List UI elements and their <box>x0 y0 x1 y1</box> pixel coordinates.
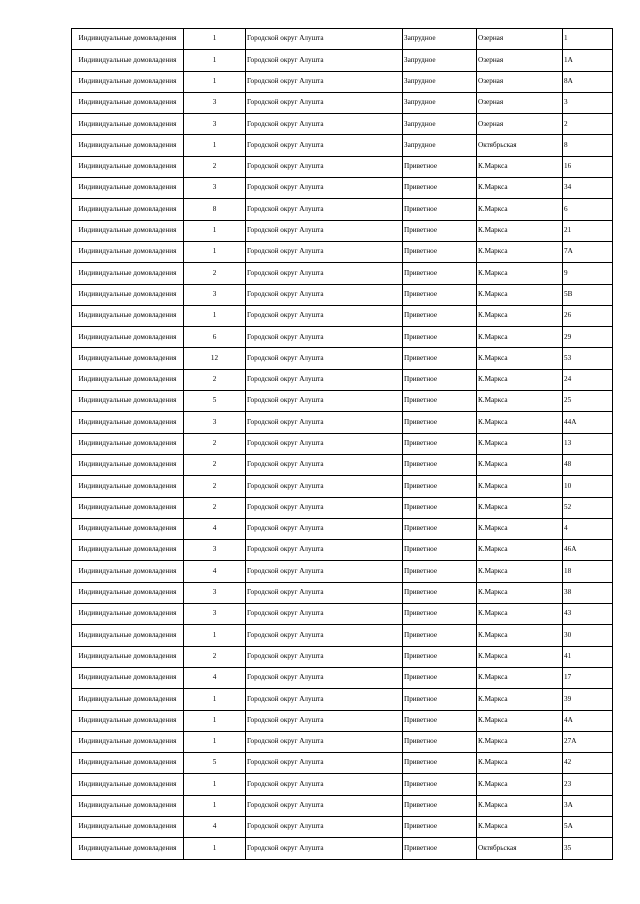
cell-municipality: Городской округ Алушта <box>246 625 403 646</box>
cell-count: 3 <box>184 412 246 433</box>
table-body <box>72 29 613 860</box>
table-row <box>72 476 613 497</box>
cell-count: 3 <box>184 114 246 135</box>
cell-house-number: 29 <box>563 327 613 348</box>
table-row <box>72 29 613 50</box>
cell-municipality: Городской округ Алушта <box>246 327 403 348</box>
cell-locality: Приветное <box>403 199 477 220</box>
cell-municipality: Городской округ Алушта <box>246 92 403 113</box>
cell-street: К.Маркса <box>477 518 563 539</box>
cell-count: 4 <box>184 667 246 688</box>
cell-municipality: Городской округ Алушта <box>246 199 403 220</box>
table-row <box>72 220 613 241</box>
cell-count: 1 <box>184 774 246 795</box>
table-row <box>72 689 613 710</box>
cell-locality: Запрудное <box>403 29 477 50</box>
cell-count: 2 <box>184 646 246 667</box>
cell-street: К.Маркса <box>477 241 563 262</box>
cell-locality: Приветное <box>403 369 477 390</box>
cell-locality: Приветное <box>403 156 477 177</box>
cell-municipality: Городской округ Алушта <box>246 518 403 539</box>
cell-building-type: Индивидуальные домовладения <box>72 114 184 135</box>
cell-building-type: Индивидуальные домовладения <box>72 348 184 369</box>
cell-count: 3 <box>184 92 246 113</box>
cell-house-number: 30 <box>563 625 613 646</box>
cell-count: 1 <box>184 135 246 156</box>
cell-building-type: Индивидуальные домовладения <box>72 604 184 625</box>
table-row <box>72 412 613 433</box>
cell-municipality: Городской округ Алушта <box>246 284 403 305</box>
cell-house-number: 52 <box>563 497 613 518</box>
cell-building-type: Индивидуальные домовладения <box>72 753 184 774</box>
cell-municipality: Городской округ Алушта <box>246 667 403 688</box>
cell-building-type: Индивидуальные домовладения <box>72 540 184 561</box>
table-row <box>72 497 613 518</box>
cell-street: К.Маркса <box>477 433 563 454</box>
cell-count: 12 <box>184 348 246 369</box>
cell-building-type: Индивидуальные домовладения <box>72 284 184 305</box>
cell-street: К.Маркса <box>477 348 563 369</box>
table-row <box>72 391 613 412</box>
cell-street: К.Маркса <box>477 816 563 837</box>
table-row <box>72 582 613 603</box>
cell-count: 2 <box>184 156 246 177</box>
cell-house-number: 34 <box>563 178 613 199</box>
cell-locality: Запрудное <box>403 50 477 71</box>
cell-municipality: Городской округ Алушта <box>246 348 403 369</box>
cell-building-type: Индивидуальные домовладения <box>72 731 184 752</box>
cell-municipality: Городской округ Алушта <box>246 29 403 50</box>
cell-building-type: Индивидуальные домовладения <box>72 838 184 859</box>
table-row <box>72 71 613 92</box>
cell-count: 3 <box>184 604 246 625</box>
cell-municipality: Городской округ Алушта <box>246 731 403 752</box>
cell-house-number: 8А <box>563 71 613 92</box>
cell-house-number: 24 <box>563 369 613 390</box>
cell-street: К.Маркса <box>477 412 563 433</box>
table-row <box>72 305 613 326</box>
cell-house-number: 39 <box>563 689 613 710</box>
cell-locality: Приветное <box>403 476 477 497</box>
cell-house-number: 1 <box>563 29 613 50</box>
cell-house-number: 25 <box>563 391 613 412</box>
cell-house-number: 21 <box>563 220 613 241</box>
cell-locality: Приветное <box>403 795 477 816</box>
cell-house-number: 13 <box>563 433 613 454</box>
cell-building-type: Индивидуальные домовладения <box>72 476 184 497</box>
cell-street: К.Маркса <box>477 391 563 412</box>
cell-street: К.Маркса <box>477 305 563 326</box>
cell-municipality: Городской округ Алушта <box>246 135 403 156</box>
cell-street: Октябрьская <box>477 838 563 859</box>
table-row <box>72 795 613 816</box>
cell-municipality: Городской округ Алушта <box>246 433 403 454</box>
cell-count: 3 <box>184 178 246 199</box>
cell-house-number: 35 <box>563 838 613 859</box>
cell-house-number: 38 <box>563 582 613 603</box>
cell-house-number: 10 <box>563 476 613 497</box>
table-row <box>72 774 613 795</box>
cell-municipality: Городской округ Алушта <box>246 774 403 795</box>
cell-street: К.Маркса <box>477 199 563 220</box>
cell-house-number: 46А <box>563 540 613 561</box>
cell-street: К.Маркса <box>477 731 563 752</box>
cell-house-number: 18 <box>563 561 613 582</box>
cell-building-type: Индивидуальные домовладения <box>72 263 184 284</box>
cell-municipality: Городской округ Алушта <box>246 156 403 177</box>
cell-count: 3 <box>184 582 246 603</box>
cell-municipality: Городской округ Алушта <box>246 540 403 561</box>
cell-locality: Приветное <box>403 305 477 326</box>
cell-house-number: 6 <box>563 199 613 220</box>
cell-street: К.Маркса <box>477 327 563 348</box>
cell-count: 4 <box>184 561 246 582</box>
cell-municipality: Городской округ Алушта <box>246 604 403 625</box>
cell-building-type: Индивидуальные домовладения <box>72 92 184 113</box>
cell-house-number: 43 <box>563 604 613 625</box>
cell-locality: Приветное <box>403 540 477 561</box>
cell-building-type: Индивидуальные домовладения <box>72 412 184 433</box>
cell-count: 1 <box>184 220 246 241</box>
cell-municipality: Городской округ Алушта <box>246 753 403 774</box>
cell-locality: Приветное <box>403 284 477 305</box>
cell-building-type: Индивидуальные домовладения <box>72 646 184 667</box>
cell-street: К.Маркса <box>477 476 563 497</box>
cell-building-type: Индивидуальные домовладения <box>72 667 184 688</box>
cell-locality: Приветное <box>403 646 477 667</box>
cell-house-number: 44А <box>563 412 613 433</box>
cell-municipality: Городской округ Алушта <box>246 178 403 199</box>
cell-count: 2 <box>184 454 246 475</box>
cell-count: 1 <box>184 795 246 816</box>
cell-count: 3 <box>184 540 246 561</box>
cell-locality: Запрудное <box>403 92 477 113</box>
cell-house-number: 41 <box>563 646 613 667</box>
cell-locality: Приветное <box>403 689 477 710</box>
cell-locality: Приветное <box>403 561 477 582</box>
table-row <box>72 604 613 625</box>
table-row <box>72 518 613 539</box>
cell-street: Озерная <box>477 92 563 113</box>
cell-municipality: Городской округ Алушта <box>246 646 403 667</box>
cell-house-number: 4А <box>563 710 613 731</box>
table-row <box>72 540 613 561</box>
cell-house-number: 23 <box>563 774 613 795</box>
cell-municipality: Городской округ Алушта <box>246 412 403 433</box>
cell-house-number: 1А <box>563 50 613 71</box>
cell-building-type: Индивидуальные домовладения <box>72 391 184 412</box>
cell-building-type: Индивидуальные домовладения <box>72 199 184 220</box>
cell-municipality: Городской округ Алушта <box>246 816 403 837</box>
cell-building-type: Индивидуальные домовладения <box>72 710 184 731</box>
cell-municipality: Городской округ Алушта <box>246 369 403 390</box>
table-row <box>72 178 613 199</box>
cell-street: К.Маркса <box>477 753 563 774</box>
cell-locality: Приветное <box>403 838 477 859</box>
cell-count: 5 <box>184 391 246 412</box>
table-row <box>72 241 613 262</box>
cell-municipality: Городской округ Алушта <box>246 305 403 326</box>
cell-street: К.Маркса <box>477 369 563 390</box>
cell-locality: Приветное <box>403 391 477 412</box>
cell-house-number: 17 <box>563 667 613 688</box>
cell-street: К.Маркса <box>477 646 563 667</box>
cell-street: Озерная <box>477 71 563 92</box>
cell-building-type: Индивидуальные домовладения <box>72 156 184 177</box>
cell-street: К.Маркса <box>477 220 563 241</box>
cell-house-number: 4 <box>563 518 613 539</box>
table-row <box>72 646 613 667</box>
table-row <box>72 114 613 135</box>
cell-municipality: Городской округ Алушта <box>246 241 403 262</box>
cell-municipality: Городской округ Алушта <box>246 497 403 518</box>
cell-locality: Приветное <box>403 178 477 199</box>
document-page <box>71 28 612 860</box>
cell-locality: Приветное <box>403 327 477 348</box>
cell-locality: Приветное <box>403 263 477 284</box>
table-row <box>72 263 613 284</box>
cell-building-type: Индивидуальные домовладения <box>72 220 184 241</box>
cell-street: Октябрьская <box>477 135 563 156</box>
table-row <box>72 561 613 582</box>
cell-locality: Приветное <box>403 604 477 625</box>
cell-locality: Приветное <box>403 625 477 646</box>
cell-street: К.Маркса <box>477 582 563 603</box>
cell-house-number: 9 <box>563 263 613 284</box>
cell-locality: Приветное <box>403 731 477 752</box>
cell-building-type: Индивидуальные домовладения <box>72 497 184 518</box>
cell-street: Озерная <box>477 114 563 135</box>
cell-house-number: 53 <box>563 348 613 369</box>
cell-count: 1 <box>184 689 246 710</box>
cell-count: 2 <box>184 433 246 454</box>
cell-house-number: 27А <box>563 731 613 752</box>
cell-building-type: Индивидуальные домовладения <box>72 241 184 262</box>
cell-street: К.Маркса <box>477 156 563 177</box>
cell-street: Озерная <box>477 29 563 50</box>
cell-building-type: Индивидуальные домовладения <box>72 774 184 795</box>
table-row <box>72 348 613 369</box>
cell-count: 1 <box>184 625 246 646</box>
cell-street: Озерная <box>477 50 563 71</box>
cell-street: К.Маркса <box>477 604 563 625</box>
table-row <box>72 667 613 688</box>
cell-municipality: Городской округ Алушта <box>246 689 403 710</box>
cell-municipality: Городской округ Алушта <box>246 50 403 71</box>
table-row <box>72 710 613 731</box>
table-row <box>72 816 613 837</box>
table-row <box>72 284 613 305</box>
cell-building-type: Индивидуальные домовладения <box>72 305 184 326</box>
cell-municipality: Городской округ Алушта <box>246 71 403 92</box>
cell-street: К.Маркса <box>477 263 563 284</box>
cell-count: 5 <box>184 753 246 774</box>
cell-street: К.Маркса <box>477 774 563 795</box>
cell-house-number: 7А <box>563 241 613 262</box>
cell-count: 4 <box>184 816 246 837</box>
cell-house-number: 3А <box>563 795 613 816</box>
cell-locality: Приветное <box>403 348 477 369</box>
cell-street: К.Маркса <box>477 178 563 199</box>
cell-building-type: Индивидуальные домовладения <box>72 178 184 199</box>
cell-locality: Запрудное <box>403 135 477 156</box>
cell-house-number: 8 <box>563 135 613 156</box>
cell-locality: Приветное <box>403 497 477 518</box>
cell-building-type: Индивидуальные домовладения <box>72 29 184 50</box>
cell-locality: Приветное <box>403 220 477 241</box>
cell-building-type: Индивидуальные домовладения <box>72 327 184 348</box>
cell-building-type: Индивидуальные домовладения <box>72 582 184 603</box>
cell-count: 2 <box>184 497 246 518</box>
cell-locality: Приветное <box>403 518 477 539</box>
cell-house-number: 3 <box>563 92 613 113</box>
cell-building-type: Индивидуальные домовладения <box>72 71 184 92</box>
cell-municipality: Городской округ Алушта <box>246 454 403 475</box>
table-row <box>72 50 613 71</box>
cell-building-type: Индивидуальные домовладения <box>72 816 184 837</box>
table-row <box>72 327 613 348</box>
cell-building-type: Индивидуальные домовладения <box>72 369 184 390</box>
cell-municipality: Городской округ Алушта <box>246 838 403 859</box>
cell-count: 4 <box>184 518 246 539</box>
cell-building-type: Индивидуальные домовладения <box>72 689 184 710</box>
cell-street: К.Маркса <box>477 689 563 710</box>
cell-street: К.Маркса <box>477 710 563 731</box>
cell-locality: Приветное <box>403 774 477 795</box>
cell-count: 1 <box>184 241 246 262</box>
cell-house-number: 5А <box>563 816 613 837</box>
cell-count: 3 <box>184 284 246 305</box>
cell-house-number: 48 <box>563 454 613 475</box>
cell-building-type: Индивидуальные домовладения <box>72 135 184 156</box>
cell-municipality: Городской округ Алушта <box>246 710 403 731</box>
table-row <box>72 156 613 177</box>
table-row <box>72 199 613 220</box>
cell-building-type: Индивидуальные домовладения <box>72 433 184 454</box>
cell-locality: Запрудное <box>403 71 477 92</box>
cell-count: 2 <box>184 263 246 284</box>
housing-register-table <box>71 28 613 860</box>
cell-street: К.Маркса <box>477 625 563 646</box>
cell-municipality: Городской округ Алушта <box>246 561 403 582</box>
cell-count: 1 <box>184 50 246 71</box>
cell-street: К.Маркса <box>477 284 563 305</box>
cell-building-type: Индивидуальные домовладения <box>72 625 184 646</box>
cell-municipality: Городской округ Алушта <box>246 263 403 284</box>
table-row <box>72 731 613 752</box>
cell-house-number: 26 <box>563 305 613 326</box>
cell-count: 1 <box>184 838 246 859</box>
cell-street: К.Маркса <box>477 561 563 582</box>
table-row <box>72 135 613 156</box>
cell-street: К.Маркса <box>477 795 563 816</box>
table-row <box>72 838 613 859</box>
table-row <box>72 92 613 113</box>
cell-count: 1 <box>184 71 246 92</box>
cell-street: К.Маркса <box>477 540 563 561</box>
cell-count: 6 <box>184 327 246 348</box>
cell-count: 8 <box>184 199 246 220</box>
cell-locality: Приветное <box>403 582 477 603</box>
cell-municipality: Городской округ Алушта <box>246 582 403 603</box>
cell-locality: Приветное <box>403 816 477 837</box>
cell-count: 1 <box>184 305 246 326</box>
cell-count: 2 <box>184 476 246 497</box>
cell-building-type: Индивидуальные домовладения <box>72 795 184 816</box>
cell-locality: Приветное <box>403 710 477 731</box>
cell-count: 1 <box>184 731 246 752</box>
cell-building-type: Индивидуальные домовладения <box>72 561 184 582</box>
cell-house-number: 16 <box>563 156 613 177</box>
cell-house-number: 42 <box>563 753 613 774</box>
cell-count: 2 <box>184 369 246 390</box>
cell-municipality: Городской округ Алушта <box>246 114 403 135</box>
table-row <box>72 454 613 475</box>
cell-locality: Приветное <box>403 753 477 774</box>
cell-locality: Запрудное <box>403 114 477 135</box>
cell-house-number: 2 <box>563 114 613 135</box>
cell-count: 1 <box>184 710 246 731</box>
cell-locality: Приветное <box>403 412 477 433</box>
cell-street: К.Маркса <box>477 454 563 475</box>
cell-house-number: 5В <box>563 284 613 305</box>
cell-municipality: Городской округ Алушта <box>246 476 403 497</box>
cell-building-type: Индивидуальные домовладения <box>72 454 184 475</box>
table-row <box>72 753 613 774</box>
cell-building-type: Индивидуальные домовладения <box>72 50 184 71</box>
cell-municipality: Городской округ Алушта <box>246 220 403 241</box>
cell-street: К.Маркса <box>477 497 563 518</box>
cell-street: К.Маркса <box>477 667 563 688</box>
cell-locality: Приветное <box>403 667 477 688</box>
cell-count: 1 <box>184 29 246 50</box>
cell-municipality: Городской округ Алушта <box>246 391 403 412</box>
cell-municipality: Городской округ Алушта <box>246 795 403 816</box>
cell-locality: Приветное <box>403 454 477 475</box>
cell-locality: Приветное <box>403 433 477 454</box>
table-row <box>72 433 613 454</box>
table-row <box>72 369 613 390</box>
table-row <box>72 625 613 646</box>
cell-locality: Приветное <box>403 241 477 262</box>
cell-building-type: Индивидуальные домовладения <box>72 518 184 539</box>
